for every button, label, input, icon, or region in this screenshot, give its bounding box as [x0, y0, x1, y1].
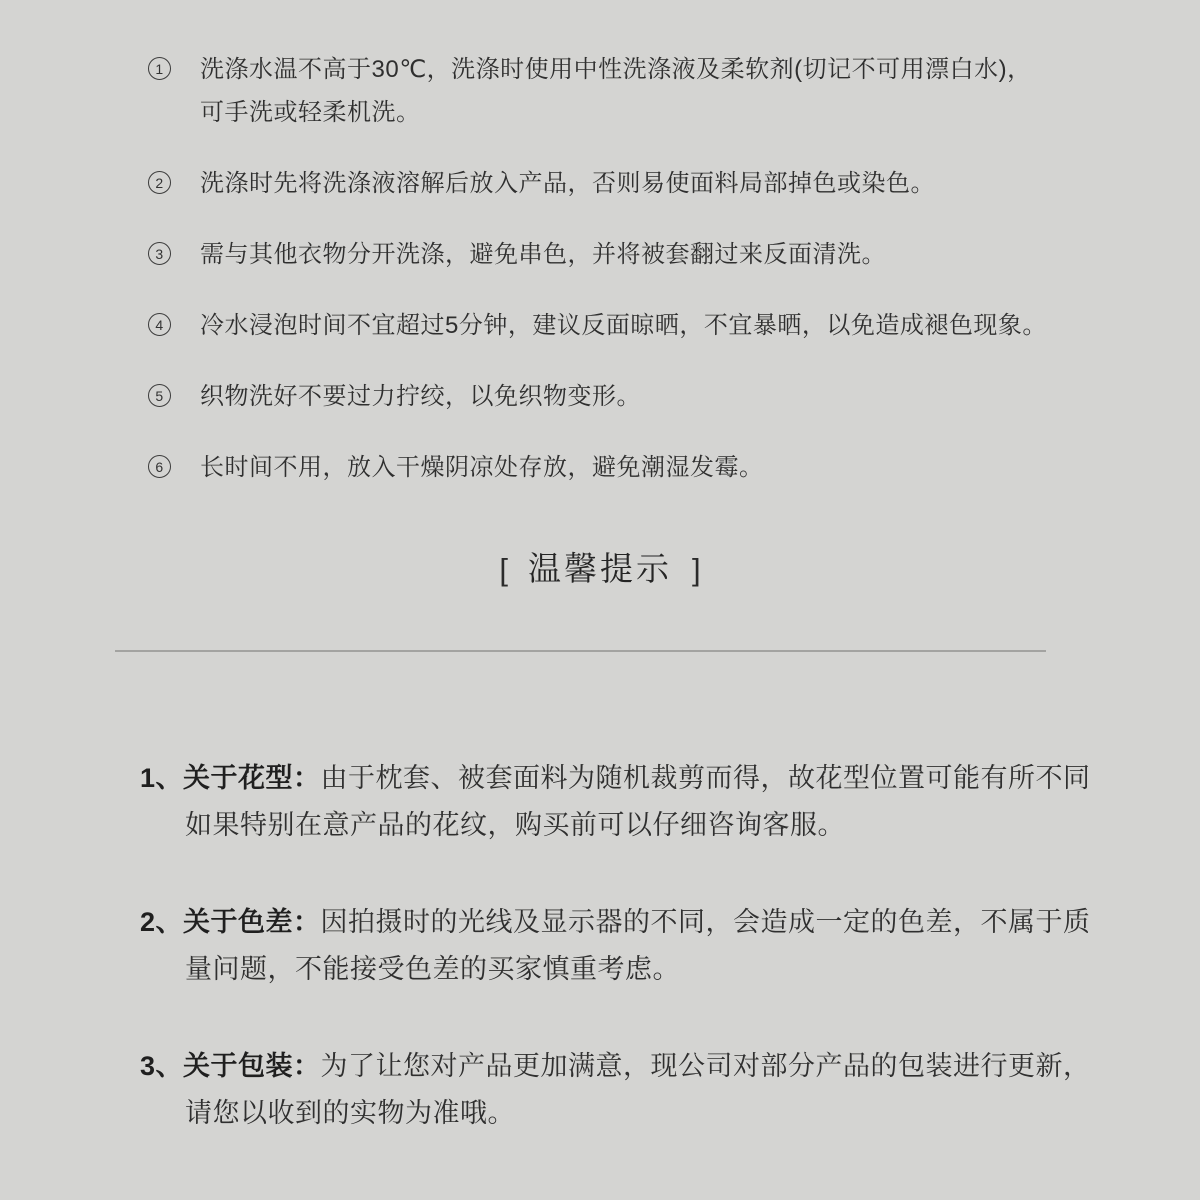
care-instruction-text [200, 304, 1130, 347]
care-instruction-text [200, 446, 1130, 489]
item-number-badge: 6 [148, 455, 171, 478]
tips-title-text: 温馨提示 [528, 550, 672, 587]
care-instruction-line: 可手洗或轻柔机洗。 [200, 99, 421, 126]
care-instruction-text [200, 233, 1130, 276]
tip-paragraph-pattern [140, 755, 1120, 849]
item-number-badge: 3 [148, 242, 171, 265]
item-number-badge: 4 [148, 313, 171, 336]
care-instruction-text [200, 375, 1130, 418]
care-instruction-line: 长时间不用，放入干燥阴凉处存放，避免潮湿发霉。 [200, 454, 764, 481]
tip-label: 关于色差： [183, 907, 321, 937]
care-instruction-line: 需与其他衣物分开洗涤，避免串色，并将被套翻过来反面清洗。 [200, 241, 886, 268]
tip-text: 由于枕套、被套面料为随机裁剪而得，故花型位置可能有所不同 [320, 763, 1091, 793]
item-number-badge: 1 [148, 57, 171, 80]
tip-paragraph-line: 请您以收到的实物为准哦。 [185, 1098, 515, 1128]
left-bracket-decoration: [ [499, 552, 508, 587]
care-instructions-list [0, 0, 1200, 489]
tip-paragraph-line [140, 899, 1120, 946]
tip-number: 1、 [140, 763, 184, 793]
tip-paragraph-line [140, 1043, 1120, 1090]
tip-number: 2、 [140, 907, 184, 937]
care-instruction-text [200, 162, 1130, 205]
tip-paragraph-packaging [140, 1043, 1120, 1137]
tips-paragraphs [0, 652, 1200, 1137]
item-number-badge: 5 [148, 384, 171, 407]
care-instruction-item-6 [148, 446, 1130, 489]
care-instruction-line: 洗涤水温不高于30℃，洗涤时使用中性洗涤液及柔软剂(切记不可用漂白水)， [200, 56, 1032, 83]
tip-paragraph-line [140, 755, 1120, 802]
item-number-badge: 2 [148, 171, 171, 194]
tip-paragraph-line: 量问题，不能接受色差的买家慎重考虑。 [185, 954, 680, 984]
care-instruction-item-2 [148, 162, 1130, 205]
tips-section-title [0, 546, 1200, 593]
care-instruction-line: 洗涤时先将洗涤液溶解后放入产品，否则易使面料局部掉色或染色。 [200, 170, 935, 197]
care-instruction-item-4 [148, 304, 1130, 347]
right-bracket-decoration: ] [692, 552, 701, 587]
tip-text: 为了让您对产品更加满意，现公司对部分产品的包装进行更新， [320, 1051, 1091, 1081]
tip-label: 关于花型： [183, 763, 321, 793]
tip-paragraph-color-difference [140, 899, 1120, 993]
care-instruction-item-5 [148, 375, 1130, 418]
tip-paragraph-line: 如果特别在意产品的花纹，购买前可以仔细咨询客服。 [185, 810, 845, 840]
care-instruction-item-3 [148, 233, 1130, 276]
care-instruction-text [200, 48, 1130, 134]
care-instruction-line: 冷水浸泡时间不宜超过5分钟，建议反面晾晒，不宜暴晒，以免造成褪色现象。 [200, 312, 1047, 339]
tip-label: 关于包装： [183, 1051, 321, 1081]
tip-text: 因拍摄时的光线及显示器的不同，会造成一定的色差，不属于质 [320, 907, 1091, 937]
care-instruction-item-1 [148, 48, 1130, 134]
care-instruction-line: 织物洗好不要过力拧绞，以免织物变形。 [200, 383, 641, 410]
tip-number: 3、 [140, 1051, 184, 1081]
